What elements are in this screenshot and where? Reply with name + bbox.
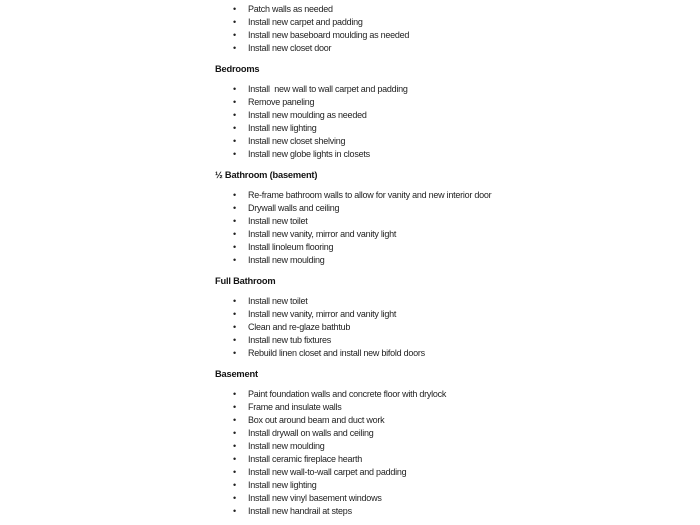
bullet-icon: • (233, 255, 236, 265)
list-item (215, 109, 690, 122)
document-page (215, 3, 690, 518)
list-item-text: Install new vanity, mirror and vanity light (248, 229, 397, 239)
bullet-icon: • (233, 322, 236, 332)
list-item-text: Rebuild linen closet and install new bifold doors (248, 348, 425, 358)
list-item (215, 388, 690, 401)
list-item-text: Install new moulding (248, 255, 325, 265)
list-item (215, 505, 690, 518)
list-item (215, 414, 690, 427)
list-item-text: Install new lighting (248, 123, 317, 133)
bullet-list (215, 295, 690, 360)
list-item (215, 492, 690, 505)
list-item (215, 135, 690, 148)
list-item (215, 202, 690, 215)
list-item (215, 42, 690, 55)
bullet-icon: • (233, 30, 236, 40)
bullet-icon: • (233, 467, 236, 477)
list-item (215, 228, 690, 241)
list-item (215, 401, 690, 414)
list-item-text: Install new lighting (248, 480, 317, 490)
bullet-icon: • (233, 441, 236, 451)
bullet-list (215, 189, 690, 267)
bullet-icon: • (233, 229, 236, 239)
list-item-text: Install new globe lights in closets (248, 149, 370, 159)
list-item-text: Install linoleum flooring (248, 242, 334, 252)
list-item (215, 3, 690, 16)
list-item-text: Install new toilet (248, 216, 308, 226)
bullet-list (215, 83, 690, 161)
list-item (215, 241, 690, 254)
section-heading-full-bathroom: Full Bathroom (215, 276, 276, 286)
list-item (215, 321, 690, 334)
list-item (215, 453, 690, 466)
list-item-text: Install new moulding as needed (248, 110, 367, 120)
bullet-icon: • (233, 123, 236, 133)
list-item (215, 96, 690, 109)
bullet-icon: • (233, 348, 236, 358)
list-item (215, 83, 690, 96)
bullet-icon: • (233, 4, 236, 14)
list-item-text: Re-frame bathroom walls to allow for vanity and new interior door (248, 190, 492, 200)
bullet-icon: • (233, 428, 236, 438)
bullet-icon: • (233, 242, 236, 252)
bullet-list (215, 388, 690, 518)
bullet-icon: • (233, 43, 236, 53)
bullet-icon: • (233, 136, 236, 146)
list-item-text: Install new tub fixtures (248, 335, 332, 345)
bullet-icon: • (233, 149, 236, 159)
list-item (215, 254, 690, 267)
list-item (215, 308, 690, 321)
list-item-text: Install new wall-to-wall carpet and padding (248, 467, 407, 477)
list-item-text: Install new carpet and padding (248, 17, 363, 27)
bullet-icon: • (233, 97, 236, 107)
bullet-icon: • (233, 17, 236, 27)
bullet-icon: • (233, 296, 236, 306)
bullet-icon: • (233, 190, 236, 200)
bullet-icon: • (233, 480, 236, 490)
list-item (215, 148, 690, 161)
section-heading-basement: Basement (215, 369, 258, 379)
list-item (215, 427, 690, 440)
list-item (215, 440, 690, 453)
list-item (215, 122, 690, 135)
list-item-text: Clean and re-glaze bathtub (248, 322, 351, 332)
list-item-text: Install new closet shelving (248, 136, 346, 146)
bullet-icon: • (233, 216, 236, 226)
list-item-text: Install new wall to wall carpet and padding (248, 84, 408, 94)
bullet-icon: • (233, 493, 236, 503)
list-item-text: Install new baseboard moulding as needed (248, 30, 410, 40)
bullet-icon: • (233, 506, 236, 516)
list-item-text: Install new handrail at steps (248, 506, 352, 516)
bullet-icon: • (233, 110, 236, 120)
list-item-text: Install new toilet (248, 296, 308, 306)
bullet-icon: • (233, 203, 236, 213)
list-item-text: Install new vinyl basement windows (248, 493, 382, 503)
list-item (215, 295, 690, 308)
section-heading-half-bathroom: ½ Bathroom (basement) (215, 170, 318, 180)
list-item-text: Paint foundation walls and concrete floor with drylock (248, 389, 447, 399)
bullet-list (215, 3, 690, 55)
bullet-icon: • (233, 454, 236, 464)
list-item (215, 347, 690, 360)
section-heading-bedrooms: Bedrooms (215, 64, 260, 74)
list-item (215, 215, 690, 228)
list-item (215, 466, 690, 479)
list-item-text: Install new closet door (248, 43, 332, 53)
bullet-icon: • (233, 402, 236, 412)
list-item-text: Box out around beam and duct work (248, 415, 385, 425)
list-item (215, 334, 690, 347)
bullet-icon: • (233, 389, 236, 399)
list-item-text: Install drywall on walls and ceiling (248, 428, 374, 438)
list-item-text: Frame and insulate walls (248, 402, 342, 412)
list-item-text: Drywall walls and ceiling (248, 203, 340, 213)
bullet-icon: • (233, 84, 236, 94)
list-item (215, 479, 690, 492)
bullet-icon: • (233, 415, 236, 425)
list-item (215, 16, 690, 29)
list-item-text: Install new vanity, mirror and vanity light (248, 309, 397, 319)
list-item-text: Install new moulding (248, 441, 325, 451)
bullet-icon: • (233, 309, 236, 319)
list-item-text: Patch walls as needed (248, 4, 333, 14)
list-item (215, 29, 690, 42)
bullet-icon: • (233, 335, 236, 345)
list-item-text: Remove paneling (248, 97, 315, 107)
list-item (215, 189, 690, 202)
list-item-text: Install ceramic fireplace hearth (248, 454, 363, 464)
